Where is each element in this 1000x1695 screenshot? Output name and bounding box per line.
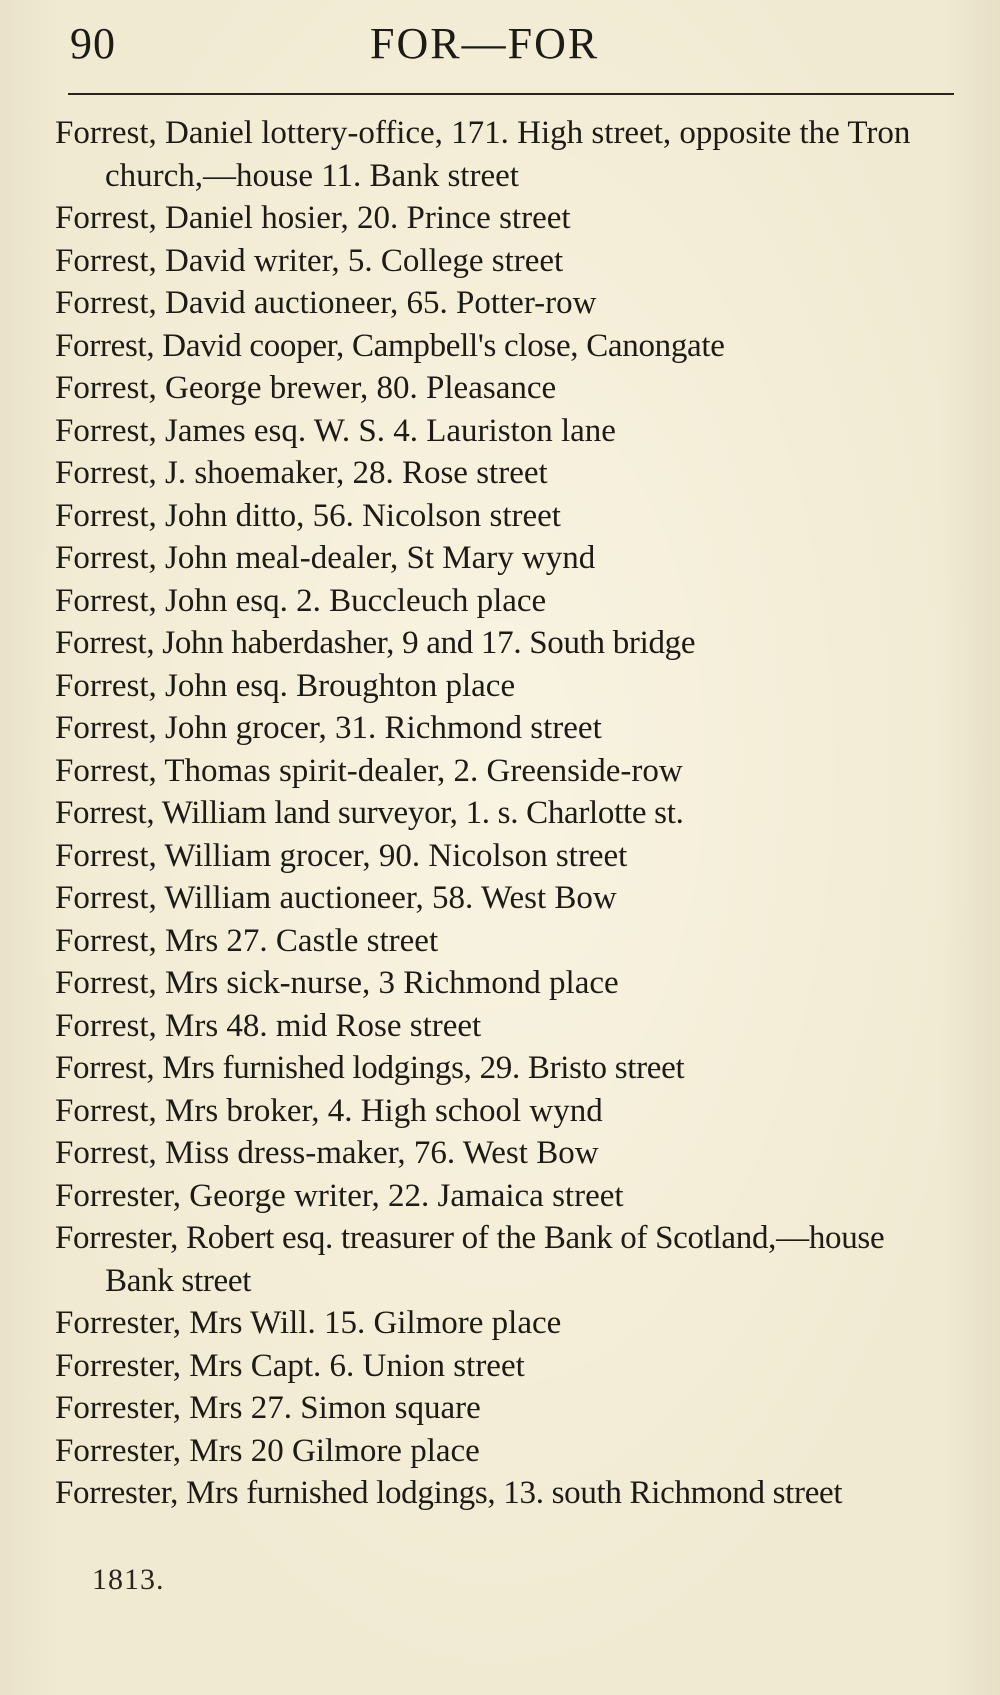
directory-entry: Forrest, George brewer, 80. Pleasance: [55, 370, 557, 406]
directory-entry: Forrest, Miss dress-maker, 76. West Bow: [55, 1135, 599, 1171]
directory-entry: Forrest, William land surveyor, 1. s. Charlotte st.: [55, 795, 684, 831]
directory-entry: Forrest, Mrs broker, 4. High school wynd: [55, 1092, 603, 1129]
directory-entry: Forrest, John grocer, 31. Richmond street: [55, 710, 602, 746]
directory-entry: Forrester, Mrs furnished lodgings, 13. south Richmond street: [55, 1475, 843, 1511]
directory-entry: Forrester, Mrs 20 Gilmore place: [55, 1432, 480, 1469]
directory-entry: Forrest, David writer, 5. College street: [55, 242, 564, 279]
directory-entry: Forrester, Robert esq. treasurer of the Bank of Scotland,—house Bank street: [55, 1220, 885, 1299]
page-number: 90: [70, 19, 116, 68]
directory-entry: Forrest, Mrs furnished lodgings, 29. Bristo street: [55, 1050, 685, 1086]
directory-entry: Forrest, David auctioneer, 65. Potter-row: [55, 285, 597, 321]
directory-entry: Forrester, George writer, 22. Jamaica street: [55, 1177, 624, 1214]
directory-entries: [55, 112, 960, 1515]
directory-entry: Forrester, Mrs Will. 15. Gilmore place: [55, 1305, 562, 1341]
directory-entry: Forrest, John esq. 2. Buccleuch place: [55, 582, 547, 619]
directory-entry: Forrest, Thomas spirit-dealer, 2. Greenside-row: [55, 752, 683, 789]
directory-entry: Forrest, John esq. Broughton place: [55, 667, 516, 704]
running-head: FOR—FOR: [370, 19, 600, 68]
directory-entry: Forrest, John ditto, 56. Nicolson street: [55, 497, 561, 534]
directory-entry: Forrest, Mrs 27. Castle street: [55, 922, 439, 959]
directory-entry: Forrest, William auctioneer, 58. West Bow: [55, 880, 617, 916]
signature-mark: 1813.: [92, 1563, 165, 1596]
directory-entry: Forrest, Mrs sick-nurse, 3 Richmond place: [55, 965, 619, 1001]
directory-entry: Forrest, David cooper, Campbell's close, Canongate: [55, 327, 725, 364]
directory-entry: Forrest, John haberdasher, 9 and 17. South bridge: [55, 625, 696, 661]
directory-entry: Forrest, John meal-dealer, St Mary wynd: [55, 540, 596, 576]
directory-entry: Forrest, William grocer, 90. Nicolson street: [55, 837, 628, 874]
directory-entry: Forrest, Mrs 48. mid Rose street: [55, 1007, 482, 1044]
directory-entry: Forrest, Daniel lottery-office, 171. High street, opposite the Tron church,—house 11. Bank street: [55, 115, 911, 194]
directory-entry: Forrest, J. shoemaker, 28. Rose street: [55, 455, 548, 491]
directory-entry: Forrest, James esq. W. S. 4. Lauriston lane: [55, 412, 616, 449]
directory-entry: Forrest, Daniel hosier, 20. Prince street: [55, 200, 571, 236]
page-header: [70, 18, 950, 88]
header-rule: [68, 93, 954, 95]
directory-entry: Forrester, Mrs Capt. 6. Union street: [55, 1347, 525, 1384]
directory-entry: Forrester, Mrs 27. Simon square: [55, 1390, 481, 1426]
